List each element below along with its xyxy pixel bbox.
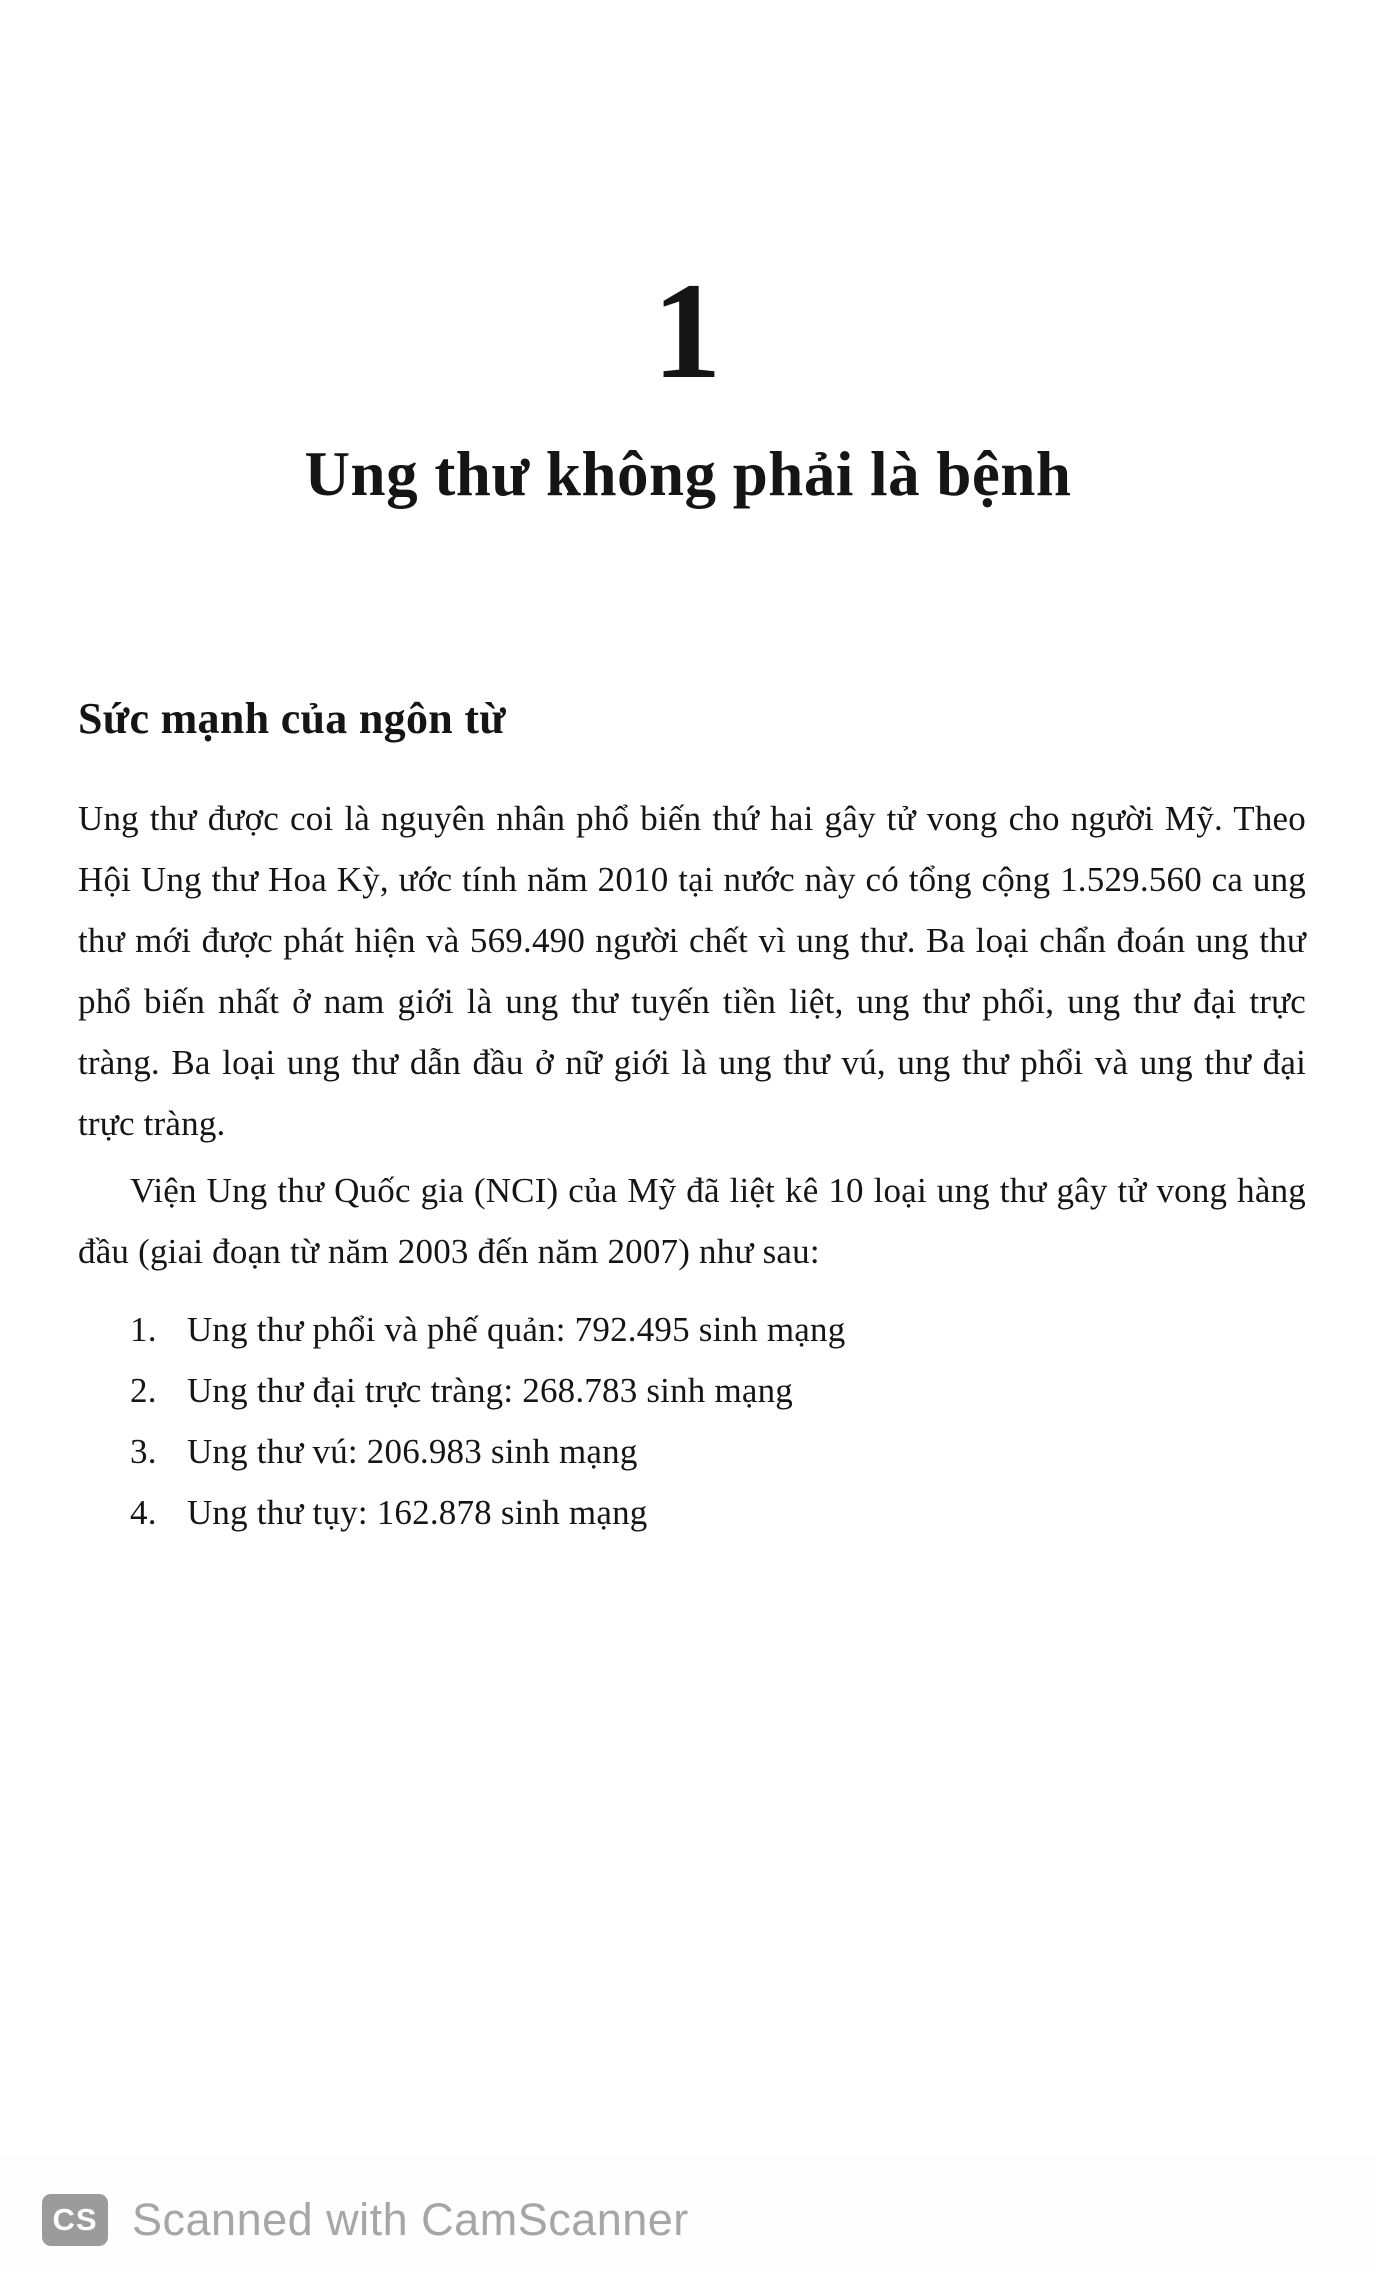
list-item-number: 4. [130,1493,157,1532]
list-item [130,1430,1306,1474]
list-item-number: 2. [130,1371,157,1410]
list-item-text: Ung thư tụy: 162.878 sinh mạng [186,1493,648,1532]
list-item-number: 1. [130,1310,157,1349]
page-body [78,693,1306,1552]
camscanner-footer [42,2194,689,2246]
camscanner-logo-icon [42,2194,108,2246]
chapter-title: Ung thư không phải là bệnh [304,439,1072,509]
list-item [130,1491,1306,1535]
paragraph-intro: Ung thư được coi là nguyên nhân phổ biến thứ hai gây tử vong cho người Mỹ. Theo Hội Ung thư Hoa Kỳ, ước tính năm 2010 tại nước này có tổng cộng 1.529.560 ca ung thư mới được phát hiện và 569.490 người chết vì ung thư. Ba loại chẩn đoán ung thư phổ biến nhất ở nam giới là ung thư tuyến tiền liệt, ung thư phổi, ung thư đại trực tràng. Ba loại ung thư dẫn đầu ở nữ giới là ung thư vú, ung thư phổi và ung thư đại trực tràng. [78,799,1306,1143]
camscanner-logo-text: CS [52,2202,98,2237]
list-item-text: Ung thư phổi và phế quản: 792.495 sinh mạng [186,1310,846,1349]
section-heading: Sức mạnh của ngôn từ [78,694,506,743]
list-item [130,1308,1306,1352]
camscanner-watermark: Scanned with CamScanner [132,2194,689,2245]
list-item-number: 3. [130,1432,157,1471]
list-item-text: Ung thư vú: 206.983 sinh mạng [186,1432,638,1471]
cancer-death-list [130,1308,1306,1535]
chapter-number: 1 [652,254,724,407]
paragraph-nci: Viện Ung thư Quốc gia (NCI) của Mỹ đã liệt kê 10 loại ung thư gây tử vong hàng đầu (giai đoạn từ năm 2003 đến năm 2007) như sau: [78,1171,1306,1271]
list-item-text: Ung thư đại trực tràng: 268.783 sinh mạng [186,1371,794,1410]
list-item [130,1369,1306,1413]
